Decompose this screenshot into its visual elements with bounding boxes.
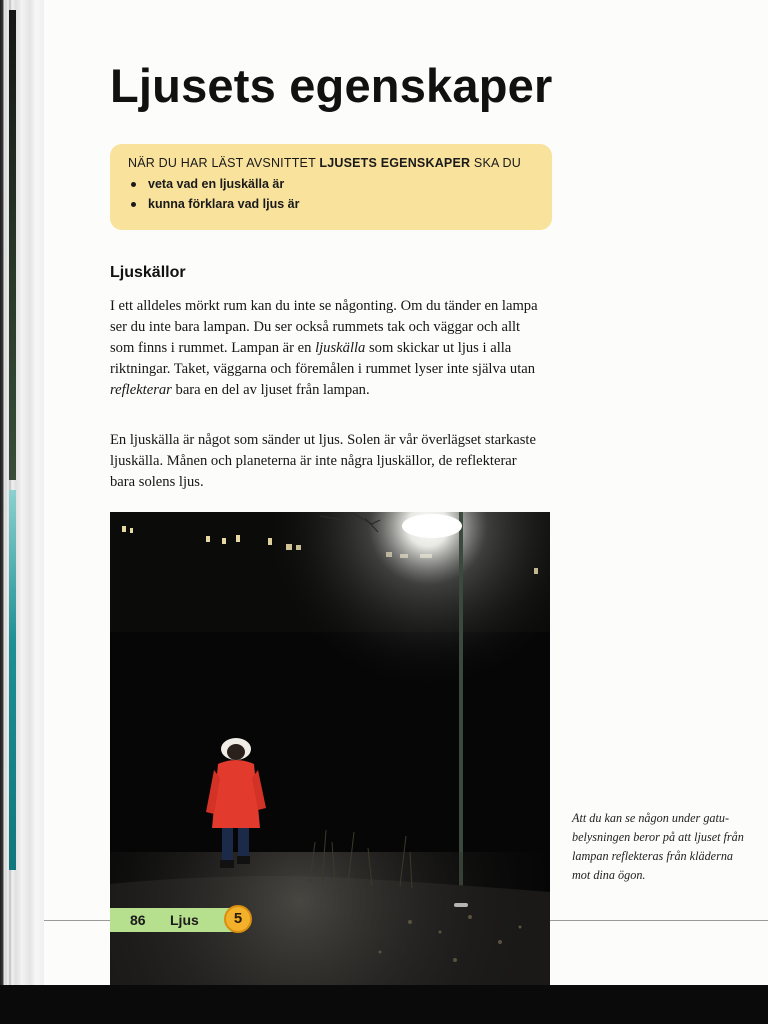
chapter-number-badge: 5 [224,905,252,933]
goals-heading-suffix: SKA DU [473,156,521,170]
learning-goal-text: kunna förklara vad ljus är [148,197,300,211]
book-edge-teal-strip [9,490,16,870]
learning-goals-box [110,144,552,230]
learning-goal-item [128,177,536,191]
body-paragraph-1 [110,296,540,401]
page-number: 86 [130,912,146,928]
paragraph-text: bara en del av ljuset från lampan. [171,381,370,398]
term-ljuskalla: ljuskälla [315,339,366,356]
footer-rule-left [44,920,110,921]
ground-light-fixture [454,903,468,907]
learning-goals-heading [128,156,536,170]
section-heading: Ljuskällor [110,264,186,281]
learning-goals-list [128,177,536,211]
paragraph-text: I ett alldeles mörkt rum kan du inte se någonting. Om du tänder en lampa ser du inte bara lampan. Du ser också rummets tak och väggar och allt som finns i rummet. Lampan är en [110,298,538,356]
scan-background [0,985,768,1024]
paragraph-text: som skickar ut ljus i alla riktningar. Taket, väggarna och föremålen i rummet lyser inte själva utan [110,339,536,377]
term-reflekterar: reflekterar [110,381,172,398]
bullet-icon [131,202,136,207]
learning-goal-item [128,197,536,211]
bullet-icon [131,182,136,187]
street-lamp [402,514,462,538]
learning-goal-text: veta vad en ljuskälla är [148,177,285,191]
footer-rule-right [550,920,768,921]
page-title: Ljusets egenskaper [110,59,553,112]
goals-heading-section: LJUSETS EGENSKAPER [319,156,471,170]
book-page-edges [0,0,48,985]
footer-page-tab [110,908,242,932]
goals-heading-prefix: NÄR DU HAR LÄST AVSNITTET [128,156,316,170]
chapter-name: Ljus [170,912,199,928]
book-edge-dark-strip [9,10,16,480]
photo-caption: Att du kan se någon under gatu- belysningen beror på att ljuset från lampan reflekteras från kläderna mot dina ögon. [572,811,744,882]
body-paragraph-2: En ljuskälla är något som sänder ut ljus. Solen är vår överlägset starkaste ljuskälla. Månen och planeterna är inte några ljuskällor, de reflekterar bara solens ljus. [110,432,536,490]
